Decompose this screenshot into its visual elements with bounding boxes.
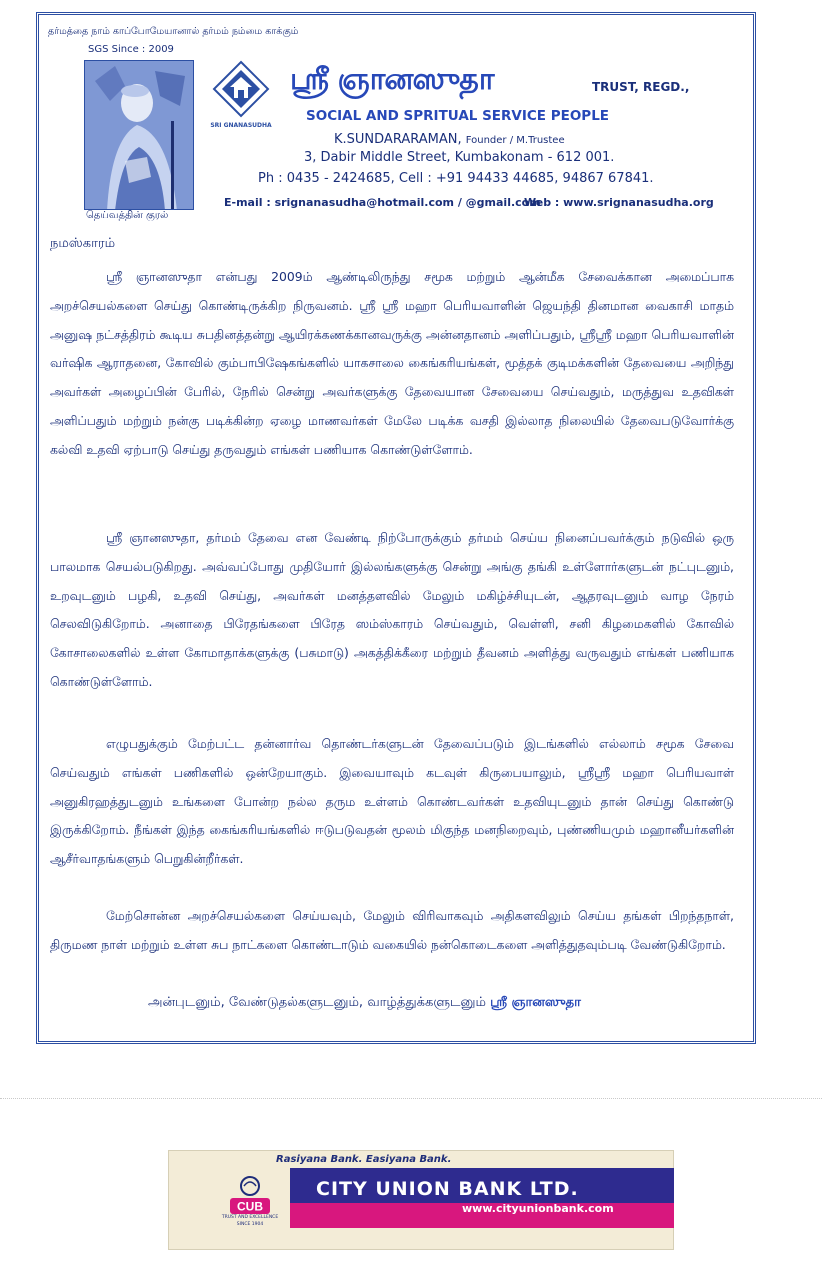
org-name: ஸ்ரீ ஞானஸுதா	[290, 62, 494, 97]
address-line: 3, Dabir Middle Street, Kumbakonam - 612 001.	[304, 150, 615, 165]
bank-logo-text: CUB	[237, 1199, 263, 1214]
bank-logo-since: SINCE 1904	[236, 1222, 264, 1227]
bank-url: www.cityunionbank.com	[462, 1202, 614, 1215]
letter-paragraph: மேற்சொன்ன அறச்செயல்களை செய்யவும், மேலும் விரிவாகவும் அதிகளவிலும் செய்ய தங்கள் பிறந்தநாள், திருமண நாள் மற்றும் உள்ள சுப நாட்களை கொண்டாடும் வகையில் நன்கொடைகளை அளித்துதவும்படி வேண்டுகிறோம்.	[50, 908, 734, 952]
portrait-caption: தெய்வத்தின் குரல்	[86, 210, 169, 221]
since-text: SGS Since : 2009	[88, 44, 174, 55]
founder-line	[334, 132, 565, 147]
letter-paragraph: ஸ்ரீ ஞானஸுதா, தர்மம் தேவை என வேண்டி நிற்போருக்கும் தர்மம் செய்ய நினைப்பவர்க்கும் நடுவில் ஒரு பாலமாக செயல்படுகிறது. அவ்வப்போது முதியோர் இல்லங்களுக்கு சென்று அங்கு தங்கி உள்ளோர்களுடன் நட்புடனும், உறவுடனும் பழகி, உதவி செய்து, அவர்கள் மனத்தளவில் மேலும் மகிழ்ச்சியுடன், ஆதரவுடனும் வாழ நேரம் செலவிடுகிறோம். அனாதை பிரேதங்களை பிரேத ஸம்ஸ்காரம் செய்வதும், வெள்ளி, சனி கிழமைகளில் கோவில் கோசாலைகளில் உள்ள கோமாதாக்களுக்கு (பசுமாடு) அகத்திக்கீரை மற்றும் தீவனம் அளித்து வருவதும் எங்கள் பணியாக கொண்டுள்ளோம்.	[50, 530, 734, 689]
motto-text: தர்மத்தை நாம் காப்போமேயானால் தர்மம் நம்மை காக்கும்	[48, 26, 299, 37]
web-line: Web : www.srignanasudha.org	[524, 196, 714, 209]
trust-logo	[212, 60, 270, 124]
portrait-image	[84, 60, 194, 210]
signature: ஸ்ரீ ஞானஸுதா	[490, 995, 581, 1010]
advert-tagline: Rasiyana Bank. Easiyana Bank.	[276, 1154, 452, 1165]
letter-greeting: நமஸ்காரம்	[50, 236, 116, 251]
bank-name: CITY UNION BANK LTD.	[316, 1178, 579, 1200]
org-suffix: TRUST, REGD.,	[592, 80, 690, 94]
org-tagline: SOCIAL AND SPRITUAL SERVICE PEOPLE	[306, 108, 610, 124]
founder-role: Founder / M.Trustee	[465, 135, 565, 146]
founder-name: K.SUNDARARAMAN,	[334, 132, 462, 147]
letter-closing	[148, 995, 581, 1011]
email-line: E-mail : srignanasudha@hotmail.com / @gmail.com	[224, 196, 541, 209]
sage-portrait-icon	[85, 61, 194, 210]
house-diamond-icon	[212, 60, 270, 124]
logo-label: SRI GNANASUDHA	[210, 122, 272, 129]
bank-logo-trust: TRUST AND EXCELLENCE	[221, 1215, 279, 1220]
page-divider	[0, 1098, 822, 1099]
letter-paragraph: எழுபதுக்கும் மேற்பட்ட தன்னார்வ தொண்டர்களுடன் தேவைப்படும் இடங்களில் எல்லாம் சமூக சேவை செய்வதும் எங்கள் பணிகளில் ஒன்றேயாகும். இவையாவும் கடவுள் கிருபையாலும், ஸ்ரீஸ்ரீ மஹா பெரியவாள் அனுகிரஹத்துடனும் உங்களை போன்ற நல்ல தரும உள்ளம் கொண்டவர்கள் உதவியுடனும் தான் செய்து கொண்டு இருக்கிறோம். நீங்கள் இந்த கைங்கரியங்களில் ஈடுபடுவதன் மூலம் மிகுந்த மனநிறைவும், புண்ணியமும் மஹானீயர்களின் ஆசீர்வாதங்களும் பெறுகின்றீர்கள்.	[50, 736, 734, 867]
phone-line: Ph : 0435 - 2424685, Cell : +91 94433 44685, 94867 67841.	[258, 171, 654, 186]
closing-text: அன்புடனும், வேண்டுதல்களுடனும், வாழ்த்துக்களுடனும்	[148, 995, 486, 1010]
letter-paragraph: ஸ்ரீ ஞானஸுதா என்பது 2009ம் ஆண்டிலிருந்து சமூக மற்றும் ஆன்மீக சேவைக்கான அமைப்பாக அறச்செயல்களை செய்து கொண்டிருக்கிற நிருவனம். ஸ்ரீ ஸ்ரீ மஹா பெரியவாளின் ஜெயந்தி தினமான வைகாசி மாதம் அனுஷ நட்சத்திரம் கூடிய சுபதினத்தன்று ஆயிரக்கணக்கானவருக்கு அன்னதானம் அளிப்பதும், ஸ்ரீஸ்ரீ மஹா பெரியவாளின் வர்ஷிக ஆராதனை, கோவில் கும்பாபிஷேகங்களில் யாகசாலை கைங்கரியங்கள், மூத்தக் குடிமக்களின் தேவையை அறிந்து அவர்கள் அழைப்பின் பேரில், நேரில் சென்று அவர்களுக்கு தேவையான சேவையை செய்வதும், மருத்துவ உதவிகள் அளிப்பதும் மற்றும் நன்கு படிக்கின்ற ஏழை மாணவர்கள் மேலே படிக்க வசதி இல்லாத நிலையில் தேவைபடுவோர்க்கு கல்வி உதவி ஏற்பாடு செய்து தருவதும் எங்கள் பணியாக கொண்டுள்ளோம்.	[50, 269, 734, 457]
